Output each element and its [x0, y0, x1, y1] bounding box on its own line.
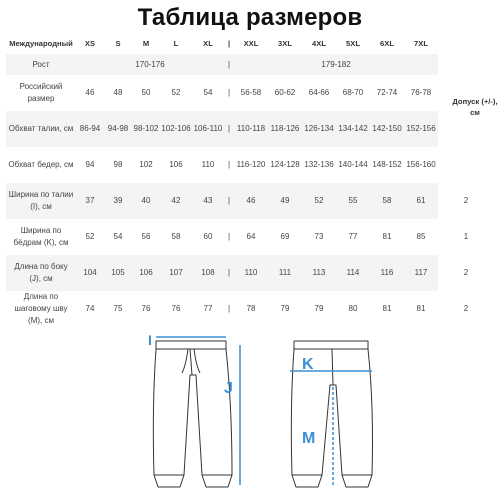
size-col-header: XL — [203, 38, 213, 48]
table-cell: 64 — [246, 232, 256, 241]
table-cell: 98-102 — [132, 111, 160, 147]
pants-front-diagram — [140, 335, 250, 495]
table-cell: 42 — [160, 183, 192, 219]
back-seam — [332, 349, 333, 385]
letter-i-label: I — [148, 335, 152, 348]
table-cell: 61 — [404, 183, 438, 219]
table-cell: 56-58 — [240, 88, 262, 97]
column-separator: | — [224, 255, 234, 291]
table-cell: 106-110 — [192, 111, 224, 147]
table-cell: 74 — [85, 304, 95, 313]
table-cell: 58 — [171, 232, 181, 241]
table-cell: 106 — [169, 160, 183, 169]
table-cell: 58 — [370, 183, 404, 219]
table-cell: 54 — [203, 88, 213, 97]
table-row — [6, 219, 494, 255]
table-cell: 37 — [76, 183, 104, 219]
table-cell: 114 — [336, 255, 370, 291]
size-col-header: M — [142, 38, 150, 48]
table-cell: 56 — [141, 232, 151, 241]
letter-m-label: M — [302, 430, 316, 447]
table-cell: 77 — [348, 232, 358, 241]
table-cell: 72-74 — [376, 88, 398, 97]
size-col-header: S — [115, 38, 121, 48]
table-cell: 118-126 — [268, 111, 302, 147]
table-cell: 81 — [382, 304, 392, 313]
size-col-header: 6XL — [380, 38, 394, 48]
table-cell: 102 — [139, 160, 153, 169]
size-col-header: 3XL — [278, 38, 292, 48]
table-cell: 52 — [85, 232, 95, 241]
table-cell: 68-70 — [342, 88, 364, 97]
table-row — [6, 54, 494, 75]
table-cell: 76-78 — [410, 88, 432, 97]
table-cell: 140-144 — [338, 160, 368, 169]
table-cell: 79 — [280, 304, 290, 313]
table-cell: 110 — [201, 160, 215, 169]
table-cell: 69 — [280, 232, 290, 241]
tolerance-cell: 2 — [438, 255, 494, 291]
table-cell: 106 — [132, 255, 160, 291]
table-cell: 76 — [141, 304, 151, 313]
row-label: Ширина по бёдрам (K), см — [13, 226, 69, 247]
table-row — [6, 255, 494, 291]
row-label: Российский размер — [19, 82, 63, 103]
column-separator: | — [227, 88, 231, 97]
column-separator: | — [227, 38, 231, 48]
waistband-outline — [294, 341, 368, 349]
row-label: Обхват талии, см — [6, 111, 76, 147]
letter-j-label: J — [224, 380, 233, 397]
table-cell: 132-136 — [304, 160, 334, 169]
table-cell: 85 — [416, 232, 426, 241]
table-cell: 80 — [348, 304, 358, 313]
tolerance-cell — [438, 54, 494, 75]
tolerance-col-spacer — [438, 32, 494, 54]
table-cell: 98 — [113, 160, 123, 169]
column-separator: | — [227, 232, 231, 241]
table-cell: 152-156 — [404, 111, 438, 147]
table-cell: 86-94 — [76, 111, 104, 147]
table-cell: 40 — [132, 183, 160, 219]
tolerance-cell: 2 — [438, 183, 494, 219]
table-cell: 60 — [203, 232, 213, 241]
tolerance-cell: 1 — [438, 219, 494, 255]
table-cell: 52 — [302, 183, 336, 219]
table-cell: 124-128 — [270, 160, 300, 169]
table-cell: 77 — [203, 304, 213, 313]
table-cell: 46 — [85, 88, 95, 97]
column-separator: | — [224, 111, 234, 147]
table-row — [6, 111, 494, 147]
table-cell: 179-182 — [234, 54, 438, 75]
table-cell: 105 — [104, 255, 132, 291]
column-separator: | — [227, 160, 231, 169]
table-cell: 64-66 — [308, 88, 330, 97]
table-cell: 134-142 — [336, 111, 370, 147]
size-col-header: 7XL — [414, 38, 428, 48]
tolerance-header: Допуск (+/-), см — [452, 97, 498, 117]
table-cell: 46 — [234, 183, 268, 219]
row-label: Ширина по талии (I), см — [6, 183, 76, 219]
table-cell: 55 — [336, 183, 370, 219]
table-cell: 94 — [85, 160, 95, 169]
row-label: Длина по шаговому шву (M), см — [14, 292, 68, 325]
table-cell: 108 — [192, 255, 224, 291]
table-cell: 48 — [113, 88, 123, 97]
size-col-header: XXL — [243, 38, 259, 48]
table-cell: 54 — [113, 232, 123, 241]
table-cell: 156-160 — [406, 160, 436, 169]
row-label: Рост — [6, 54, 76, 75]
waistband-outline — [156, 341, 226, 349]
table-cell: 50 — [141, 88, 151, 97]
table-row — [6, 75, 494, 111]
tolerance-cell — [438, 147, 494, 183]
table-cell: 148-152 — [372, 160, 402, 169]
pants-outline — [153, 349, 232, 487]
table-cell: 49 — [268, 183, 302, 219]
size-col-header: 4XL — [312, 38, 326, 48]
table-cell: 81 — [416, 304, 426, 313]
size-col-header: XS — [84, 38, 96, 48]
page-title: Таблица размеров — [137, 4, 363, 31]
table-cell: 60-62 — [274, 88, 296, 97]
table-cell: 126-134 — [302, 111, 336, 147]
table-cell: 113 — [302, 255, 336, 291]
table-cell: 170-176 — [76, 54, 224, 75]
row-label: Обхват бедер, см — [8, 160, 74, 169]
table-cell: 78 — [246, 304, 256, 313]
table-cell: 104 — [76, 255, 104, 291]
table-cell: 76 — [171, 304, 181, 313]
table-cell: 43 — [192, 183, 224, 219]
table-cell: 142-150 — [370, 111, 404, 147]
table-cell: 73 — [314, 232, 324, 241]
table-cell: 107 — [160, 255, 192, 291]
table-cell: 39 — [104, 183, 132, 219]
table-cell: 94-98 — [104, 111, 132, 147]
table-row — [6, 147, 494, 183]
row-label: Длина по боку (J), см — [6, 255, 76, 291]
table-cell: 75 — [113, 304, 123, 313]
header-label: Международный — [9, 38, 73, 48]
table-cell: 111 — [268, 255, 302, 291]
table-cell: 110-118 — [234, 111, 268, 147]
table-cell: 117 — [404, 255, 438, 291]
column-separator: | — [227, 304, 231, 313]
table-cell: 79 — [314, 304, 324, 313]
column-separator: | — [224, 54, 234, 75]
table-row — [6, 291, 494, 327]
table-cell: 102-106 — [160, 111, 192, 147]
table-cell: 52 — [171, 88, 181, 97]
size-col-header: L — [173, 38, 179, 48]
table-cell: 81 — [382, 232, 392, 241]
size-col-header: 5XL — [346, 38, 360, 48]
pants-back-diagram — [280, 335, 390, 495]
size-table — [6, 32, 494, 327]
column-separator: | — [224, 183, 234, 219]
tolerance-cell: 2 — [438, 291, 494, 327]
table-cell: 110 — [234, 255, 268, 291]
table-row — [6, 183, 494, 219]
table-cell: 116-120 — [236, 160, 266, 169]
table-cell: 116 — [370, 255, 404, 291]
fly-seam — [190, 349, 192, 375]
header-row — [6, 32, 494, 54]
letter-k-label: K — [302, 356, 314, 373]
